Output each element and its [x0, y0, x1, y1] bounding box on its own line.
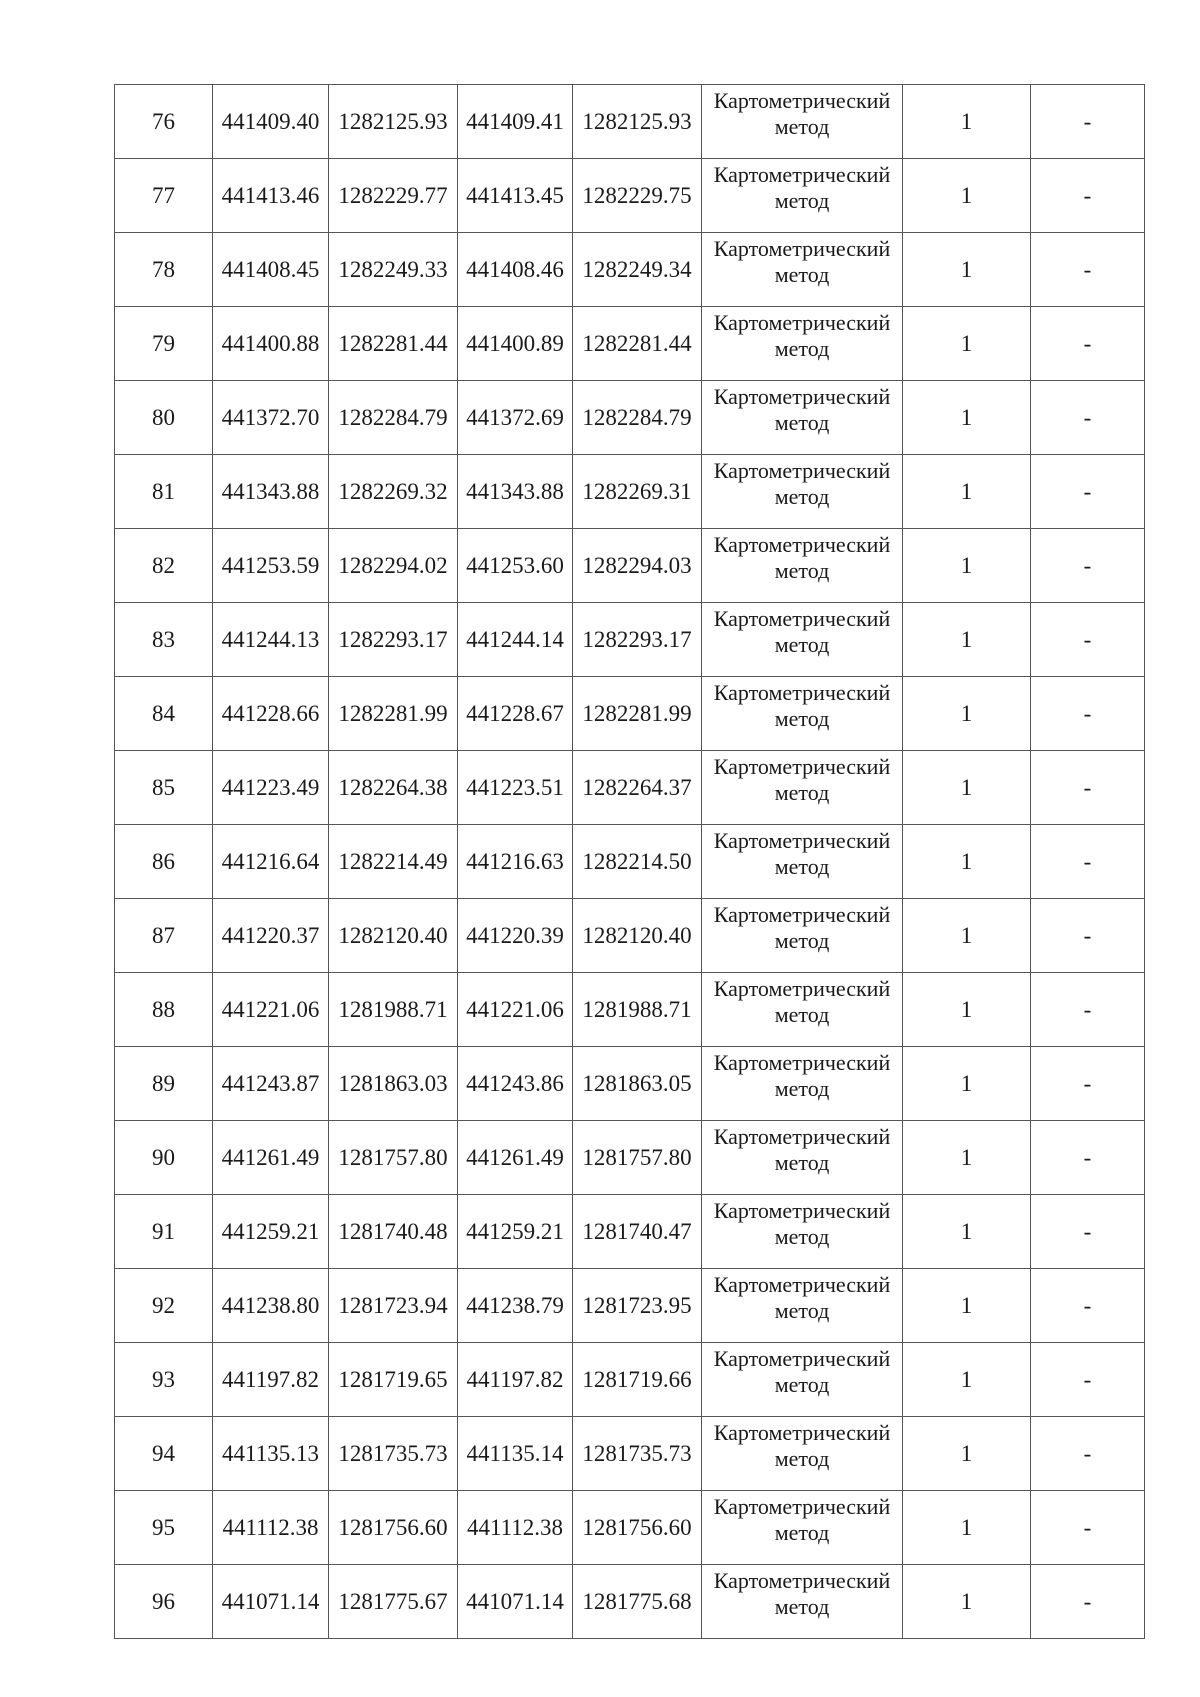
method-line-1: Картометрический	[713, 458, 891, 483]
method-cell	[702, 1343, 903, 1417]
note-cell: -	[1031, 973, 1145, 1047]
point-number-cell: 80	[115, 381, 213, 455]
y-coordinate-new-cell: 1281988.71	[573, 973, 702, 1047]
accuracy-cell: 1	[903, 307, 1031, 381]
x-coordinate-existing-cell: 441244.13	[213, 603, 329, 677]
table-row	[115, 1417, 1145, 1491]
table-row	[115, 1491, 1145, 1565]
point-number-cell: 95	[115, 1491, 213, 1565]
x-coordinate-new-cell: 441071.14	[458, 1565, 573, 1639]
table-row	[115, 159, 1145, 233]
y-coordinate-existing-cell: 1281863.03	[329, 1047, 458, 1121]
table-row	[115, 455, 1145, 529]
y-coordinate-new-cell: 1282294.03	[573, 529, 702, 603]
x-coordinate-existing-cell: 441253.59	[213, 529, 329, 603]
method-line-1: Картометрический	[713, 384, 891, 409]
x-coordinate-new-cell: 441228.67	[458, 677, 573, 751]
y-coordinate-existing-cell: 1281756.60	[329, 1491, 458, 1565]
x-coordinate-existing-cell: 441221.06	[213, 973, 329, 1047]
method-line-2: метод	[774, 1298, 830, 1323]
x-coordinate-existing-cell: 441261.49	[213, 1121, 329, 1195]
table-row	[115, 677, 1145, 751]
x-coordinate-existing-cell: 441228.66	[213, 677, 329, 751]
method-line-1: Картометрический	[713, 902, 891, 927]
x-coordinate-existing-cell: 441243.87	[213, 1047, 329, 1121]
accuracy-cell: 1	[903, 1047, 1031, 1121]
y-coordinate-new-cell: 1281863.05	[573, 1047, 702, 1121]
accuracy-cell: 1	[903, 899, 1031, 973]
x-coordinate-new-cell: 441408.46	[458, 233, 573, 307]
table-row	[115, 1565, 1145, 1639]
table-row	[115, 529, 1145, 603]
y-coordinate-existing-cell: 1281719.65	[329, 1343, 458, 1417]
accuracy-cell: 1	[903, 85, 1031, 159]
method-line-1: Картометрический	[713, 1494, 891, 1519]
method-line-1: Картометрический	[713, 606, 891, 631]
x-coordinate-existing-cell: 441197.82	[213, 1343, 329, 1417]
method-line-2: метод	[774, 928, 830, 953]
x-coordinate-existing-cell: 441216.64	[213, 825, 329, 899]
accuracy-cell: 1	[903, 973, 1031, 1047]
y-coordinate-new-cell: 1281735.73	[573, 1417, 702, 1491]
accuracy-cell: 1	[903, 1565, 1031, 1639]
point-number-cell: 84	[115, 677, 213, 751]
method-line-1: Картометрический	[713, 1198, 891, 1223]
note-cell: -	[1031, 381, 1145, 455]
x-coordinate-existing-cell: 441409.40	[213, 85, 329, 159]
method-line-2: метод	[774, 1446, 830, 1471]
x-coordinate-existing-cell: 441413.46	[213, 159, 329, 233]
method-line-2: метод	[774, 780, 830, 805]
method-line-1: Картометрический	[713, 976, 891, 1001]
accuracy-cell: 1	[903, 825, 1031, 899]
method-cell	[702, 677, 903, 751]
y-coordinate-new-cell: 1282214.50	[573, 825, 702, 899]
note-cell: -	[1031, 455, 1145, 529]
point-number-cell: 81	[115, 455, 213, 529]
method-line-1: Картометрический	[713, 680, 891, 705]
note-cell: -	[1031, 529, 1145, 603]
method-line-2: метод	[774, 854, 830, 879]
x-coordinate-new-cell: 441243.86	[458, 1047, 573, 1121]
table-row	[115, 381, 1145, 455]
y-coordinate-existing-cell: 1282294.02	[329, 529, 458, 603]
point-number-cell: 88	[115, 973, 213, 1047]
y-coordinate-existing-cell: 1281735.73	[329, 1417, 458, 1491]
y-coordinate-existing-cell: 1281988.71	[329, 973, 458, 1047]
method-line-2: метод	[774, 1002, 830, 1027]
note-cell: -	[1031, 677, 1145, 751]
table-row	[115, 973, 1145, 1047]
x-coordinate-new-cell: 441220.39	[458, 899, 573, 973]
accuracy-cell: 1	[903, 1269, 1031, 1343]
x-coordinate-existing-cell: 441343.88	[213, 455, 329, 529]
y-coordinate-existing-cell: 1281775.67	[329, 1565, 458, 1639]
y-coordinate-new-cell: 1282249.34	[573, 233, 702, 307]
point-number-cell: 87	[115, 899, 213, 973]
x-coordinate-new-cell: 441409.41	[458, 85, 573, 159]
method-line-2: метод	[774, 706, 830, 731]
point-number-cell: 94	[115, 1417, 213, 1491]
y-coordinate-new-cell: 1281719.66	[573, 1343, 702, 1417]
method-line-2: метод	[774, 1076, 830, 1101]
table-row	[115, 899, 1145, 973]
x-coordinate-existing-cell: 441259.21	[213, 1195, 329, 1269]
note-cell: -	[1031, 85, 1145, 159]
method-cell	[702, 307, 903, 381]
method-cell	[702, 381, 903, 455]
accuracy-cell: 1	[903, 1121, 1031, 1195]
x-coordinate-existing-cell: 441223.49	[213, 751, 329, 825]
note-cell: -	[1031, 751, 1145, 825]
table-row	[115, 233, 1145, 307]
method-line-2: метод	[774, 1224, 830, 1249]
accuracy-cell: 1	[903, 1343, 1031, 1417]
y-coordinate-existing-cell: 1282125.93	[329, 85, 458, 159]
x-coordinate-new-cell: 441400.89	[458, 307, 573, 381]
method-cell	[702, 233, 903, 307]
method-line-2: метод	[774, 114, 830, 139]
x-coordinate-new-cell: 441253.60	[458, 529, 573, 603]
x-coordinate-existing-cell: 441400.88	[213, 307, 329, 381]
method-cell	[702, 825, 903, 899]
method-cell	[702, 455, 903, 529]
note-cell: -	[1031, 899, 1145, 973]
note-cell: -	[1031, 1491, 1145, 1565]
method-line-1: Картометрический	[713, 1346, 891, 1371]
point-number-cell: 83	[115, 603, 213, 677]
y-coordinate-new-cell: 1282281.99	[573, 677, 702, 751]
y-coordinate-existing-cell: 1282293.17	[329, 603, 458, 677]
point-number-cell: 79	[115, 307, 213, 381]
table-row	[115, 603, 1145, 677]
note-cell: -	[1031, 1269, 1145, 1343]
y-coordinate-existing-cell: 1281723.94	[329, 1269, 458, 1343]
y-coordinate-new-cell: 1282229.75	[573, 159, 702, 233]
method-line-2: метод	[774, 1372, 830, 1397]
accuracy-cell: 1	[903, 159, 1031, 233]
x-coordinate-existing-cell: 441220.37	[213, 899, 329, 973]
accuracy-cell: 1	[903, 529, 1031, 603]
accuracy-cell: 1	[903, 381, 1031, 455]
y-coordinate-existing-cell: 1282249.33	[329, 233, 458, 307]
table-row	[115, 1269, 1145, 1343]
y-coordinate-existing-cell: 1281740.48	[329, 1195, 458, 1269]
method-cell	[702, 1491, 903, 1565]
note-cell: -	[1031, 825, 1145, 899]
method-cell	[702, 1195, 903, 1269]
method-line-2: метод	[774, 188, 830, 213]
method-line-1: Картометрический	[713, 236, 891, 261]
table-row	[115, 1343, 1145, 1417]
note-cell: -	[1031, 1047, 1145, 1121]
method-line-1: Картометрический	[713, 1420, 891, 1445]
method-line-2: метод	[774, 1594, 830, 1619]
accuracy-cell: 1	[903, 455, 1031, 529]
y-coordinate-existing-cell: 1281757.80	[329, 1121, 458, 1195]
point-number-cell: 78	[115, 233, 213, 307]
x-coordinate-new-cell: 441135.14	[458, 1417, 573, 1491]
y-coordinate-existing-cell: 1282269.32	[329, 455, 458, 529]
note-cell: -	[1031, 1417, 1145, 1491]
y-coordinate-existing-cell: 1282281.44	[329, 307, 458, 381]
y-coordinate-existing-cell: 1282284.79	[329, 381, 458, 455]
method-cell	[702, 159, 903, 233]
method-cell	[702, 751, 903, 825]
method-line-1: Картометрический	[713, 828, 891, 853]
point-number-cell: 82	[115, 529, 213, 603]
note-cell: -	[1031, 1121, 1145, 1195]
coordinates-table	[114, 84, 1145, 1639]
method-cell	[702, 1565, 903, 1639]
method-line-2: метод	[774, 262, 830, 287]
method-line-1: Картометрический	[713, 754, 891, 779]
table-row	[115, 751, 1145, 825]
point-number-cell: 91	[115, 1195, 213, 1269]
note-cell: -	[1031, 307, 1145, 381]
table-row	[115, 307, 1145, 381]
note-cell: -	[1031, 159, 1145, 233]
method-line-2: метод	[774, 632, 830, 657]
method-line-2: метод	[774, 410, 830, 435]
accuracy-cell: 1	[903, 751, 1031, 825]
x-coordinate-existing-cell: 441238.80	[213, 1269, 329, 1343]
y-coordinate-new-cell: 1282120.40	[573, 899, 702, 973]
x-coordinate-new-cell: 441413.45	[458, 159, 573, 233]
method-line-1: Картометрический	[713, 310, 891, 335]
y-coordinate-new-cell: 1281756.60	[573, 1491, 702, 1565]
x-coordinate-new-cell: 441259.21	[458, 1195, 573, 1269]
method-line-2: метод	[774, 336, 830, 361]
x-coordinate-new-cell: 441221.06	[458, 973, 573, 1047]
y-coordinate-new-cell: 1281757.80	[573, 1121, 702, 1195]
method-cell	[702, 899, 903, 973]
method-cell	[702, 1047, 903, 1121]
method-line-1: Картометрический	[713, 1050, 891, 1075]
x-coordinate-existing-cell: 441372.70	[213, 381, 329, 455]
table-row	[115, 1047, 1145, 1121]
accuracy-cell: 1	[903, 1195, 1031, 1269]
y-coordinate-existing-cell: 1282264.38	[329, 751, 458, 825]
method-cell	[702, 973, 903, 1047]
y-coordinate-new-cell: 1282264.37	[573, 751, 702, 825]
method-cell	[702, 1269, 903, 1343]
method-cell	[702, 603, 903, 677]
y-coordinate-new-cell: 1281775.68	[573, 1565, 702, 1639]
table-row	[115, 85, 1145, 159]
x-coordinate-new-cell: 441223.51	[458, 751, 573, 825]
point-number-cell: 90	[115, 1121, 213, 1195]
method-cell	[702, 1121, 903, 1195]
x-coordinate-new-cell: 441343.88	[458, 455, 573, 529]
method-cell	[702, 529, 903, 603]
accuracy-cell: 1	[903, 1417, 1031, 1491]
x-coordinate-new-cell: 441244.14	[458, 603, 573, 677]
method-line-2: метод	[774, 484, 830, 509]
note-cell: -	[1031, 1565, 1145, 1639]
method-line-2: метод	[774, 558, 830, 583]
x-coordinate-existing-cell: 441071.14	[213, 1565, 329, 1639]
y-coordinate-new-cell: 1282269.31	[573, 455, 702, 529]
method-line-1: Картометрический	[713, 1272, 891, 1297]
table-row	[115, 1195, 1145, 1269]
x-coordinate-new-cell: 441112.38	[458, 1491, 573, 1565]
point-number-cell: 85	[115, 751, 213, 825]
point-number-cell: 89	[115, 1047, 213, 1121]
method-line-1: Картометрический	[713, 532, 891, 557]
point-number-cell: 92	[115, 1269, 213, 1343]
method-line-1: Картометрический	[713, 162, 891, 187]
method-line-1: Картометрический	[713, 1568, 891, 1593]
method-cell	[702, 85, 903, 159]
x-coordinate-new-cell: 441372.69	[458, 381, 573, 455]
note-cell: -	[1031, 1195, 1145, 1269]
y-coordinate-new-cell: 1281740.47	[573, 1195, 702, 1269]
point-number-cell: 77	[115, 159, 213, 233]
method-line-1: Картометрический	[713, 1124, 891, 1149]
note-cell: -	[1031, 233, 1145, 307]
y-coordinate-new-cell: 1281723.95	[573, 1269, 702, 1343]
accuracy-cell: 1	[903, 233, 1031, 307]
point-number-cell: 93	[115, 1343, 213, 1417]
y-coordinate-new-cell: 1282281.44	[573, 307, 702, 381]
y-coordinate-new-cell: 1282284.79	[573, 381, 702, 455]
method-line-1: Картометрический	[713, 88, 891, 113]
note-cell: -	[1031, 1343, 1145, 1417]
y-coordinate-existing-cell: 1282229.77	[329, 159, 458, 233]
method-cell	[702, 1417, 903, 1491]
point-number-cell: 86	[115, 825, 213, 899]
y-coordinate-new-cell: 1282125.93	[573, 85, 702, 159]
x-coordinate-existing-cell: 441135.13	[213, 1417, 329, 1491]
y-coordinate-new-cell: 1282293.17	[573, 603, 702, 677]
x-coordinate-new-cell: 441261.49	[458, 1121, 573, 1195]
table-row	[115, 825, 1145, 899]
method-line-2: метод	[774, 1520, 830, 1545]
y-coordinate-existing-cell: 1282281.99	[329, 677, 458, 751]
point-number-cell: 96	[115, 1565, 213, 1639]
x-coordinate-existing-cell: 441112.38	[213, 1491, 329, 1565]
accuracy-cell: 1	[903, 603, 1031, 677]
table-body	[115, 85, 1145, 1639]
y-coordinate-existing-cell: 1282214.49	[329, 825, 458, 899]
x-coordinate-new-cell: 441216.63	[458, 825, 573, 899]
accuracy-cell: 1	[903, 677, 1031, 751]
x-coordinate-existing-cell: 441408.45	[213, 233, 329, 307]
table-row	[115, 1121, 1145, 1195]
x-coordinate-new-cell: 441197.82	[458, 1343, 573, 1417]
accuracy-cell: 1	[903, 1491, 1031, 1565]
note-cell: -	[1031, 603, 1145, 677]
method-line-2: метод	[774, 1150, 830, 1175]
point-number-cell: 76	[115, 85, 213, 159]
x-coordinate-new-cell: 441238.79	[458, 1269, 573, 1343]
y-coordinate-existing-cell: 1282120.40	[329, 899, 458, 973]
